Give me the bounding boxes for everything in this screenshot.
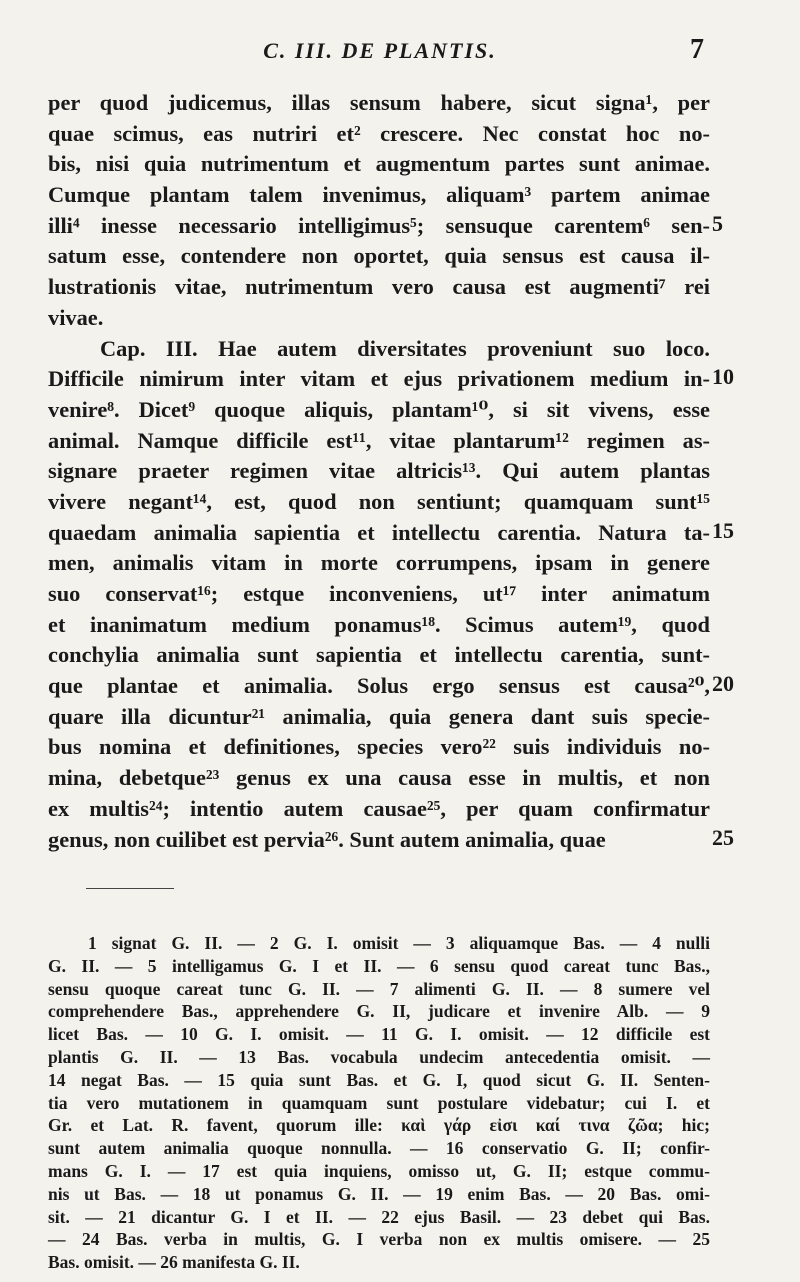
footnote-line: 1 signat G. II. — 2 G. I. omisit — 3 aliquamque Bas. — 4 nulli — [88, 933, 710, 953]
footnote-line: nis ut Bas. — 18 ut ponamus G. II. — 19 enim Bas. — 20 Bas. omi- — [48, 1183, 710, 1204]
footnote-line: plantis G. II. — 13 Bas. vocabula undecim antecedentia omisit. — — [48, 1046, 710, 1067]
footnote-line: comprehendere Bas., apprehendere G. II, judicare et invenire Alb. — 9 — [48, 1001, 710, 1022]
text-line: Cumque plantam talem invenimus, aliquam³ partem animae — [48, 182, 710, 208]
text-line: suo conservat¹⁶; estque inconveniens, ut¹⁷ inter animatum — [48, 581, 710, 606]
text-line: quare illa dicuntur²¹ animalia, quia genera dant suis specie- — [48, 703, 710, 729]
margin-line-number: 20 — [712, 671, 734, 697]
text-line: ex multis²⁴; intentio autem causae²⁵, per quam confirmatur — [48, 795, 710, 821]
footnote-line: Gr. et Lat. R. favent, quorum ille: καὶ γάρ εἰσι καί τινα ζῶα; hic; — [48, 1115, 710, 1136]
footnote-line: — 24 Bas. verba in multis, G. I verba non ex multis omisere. — 25 — [48, 1229, 710, 1250]
text-line: et inanimatum medium ponamus¹⁸. Scimus autem¹⁹, quod — [48, 611, 710, 637]
footnote-separator — [86, 888, 174, 889]
text-line: satum esse, contendere non oportet, quia sensus est causa il- — [48, 243, 710, 269]
footnotes — [48, 932, 710, 1274]
footnote-line: tia vero mutationem in quamquam sunt postulare videbatur; cui I. et — [48, 1092, 710, 1113]
text-line: animal. Namque difficile est¹¹, vitae plantarum¹² regimen as- — [48, 427, 710, 453]
text-line: illi⁴ inesse necessario intelligimus⁵; sensuque carentem⁶ sen- — [48, 212, 710, 238]
text-line: Difficile nimirum inter vitam et ejus privationem medium in- — [48, 366, 710, 392]
text-line: vivae. — [48, 304, 104, 330]
text-line: Cap. III. Hae autem diversitates proveniunt suo loco. — [100, 335, 710, 361]
text-line: vivere negant¹⁴, est, quod non sentiunt; quamquam sunt¹⁵ — [48, 488, 710, 514]
page-header — [0, 32, 800, 72]
footnote-line: mans G. I. — 17 est quia inquiens, omisso ut, G. II; estque commu- — [48, 1160, 710, 1181]
text-line: conchylia animalia sunt sapientia et intellectu carentia, sunt- — [48, 642, 710, 668]
margin-line-number: 15 — [712, 517, 734, 543]
running-head: C. III. DE PLANTIS. — [263, 38, 497, 63]
text-line: lustrationis vitae, nutrimentum vero causa est augmenti⁷ rei — [48, 274, 710, 300]
main-text — [48, 88, 710, 855]
text-line: quaedam animalia sapientia et intellectu carentia. Natura ta- — [48, 519, 710, 545]
page-number: 7 — [690, 34, 704, 65]
footnote-line: sit. — 21 dicantur G. I et II. — 22 ejus Basil. — 23 debet qui Bas. — [48, 1206, 710, 1227]
margin-line-number: 5 — [712, 210, 723, 236]
text-line: bus nomina et definitiones, species vero²² suis individuis no- — [48, 734, 710, 760]
footnote-line: Bas. omisit. — 26 manifesta G. II. — [48, 1252, 300, 1273]
text-line: que plantae et animalia. Solus ergo sensus est causa²⁰, — [48, 673, 710, 699]
text-line: genus, non cuilibet est pervia²⁶. Sunt autem animalia, quae — [48, 826, 606, 852]
footnote-line: licet Bas. — 10 G. I. omisit. — 11 G. I. omisit. — 12 difficile est — [48, 1024, 710, 1045]
text-line: signare praeter regimen vitae altricis¹³. Qui autem plantas — [48, 458, 710, 484]
text-line: quae scimus, eas nutriri et² crescere. Nec constat hoc no- — [48, 120, 710, 146]
text-line: men, animalis vitam in morte corrumpens, ipsam in genere — [48, 550, 710, 576]
footnote-line: sensu quoque careat tunc G. II. — 7 alimenti G. II. — 8 sumere vel — [48, 978, 710, 999]
footnote-line: sunt autem animalia quoque nonnulla. — 16 conservatio G. II; confir- — [48, 1138, 710, 1159]
text-line: venire⁸. Dicet⁹ quoque aliquis, plantam¹⁰, si sit vivens, esse — [48, 396, 710, 422]
margin-line-number: 25 — [712, 824, 734, 850]
text-line: per quod judicemus, illas sensum habere, sicut signa¹, per — [48, 90, 710, 115]
footnote-line: 14 negat Bas. — 15 quia sunt Bas. et G. I, quod sicut G. II. Senten- — [48, 1069, 710, 1090]
text-line: bis, nisi quia nutrimentum et augmentum partes sunt animae. — [48, 151, 710, 177]
footnote-line: G. II. — 5 intelligamus G. I et II. — 6 sensu quod careat tunc Bas., — [48, 955, 710, 976]
margin-line-number: 10 — [712, 364, 734, 390]
text-line: mina, debetque²³ genus ex una causa esse in multis, et non — [48, 765, 710, 791]
